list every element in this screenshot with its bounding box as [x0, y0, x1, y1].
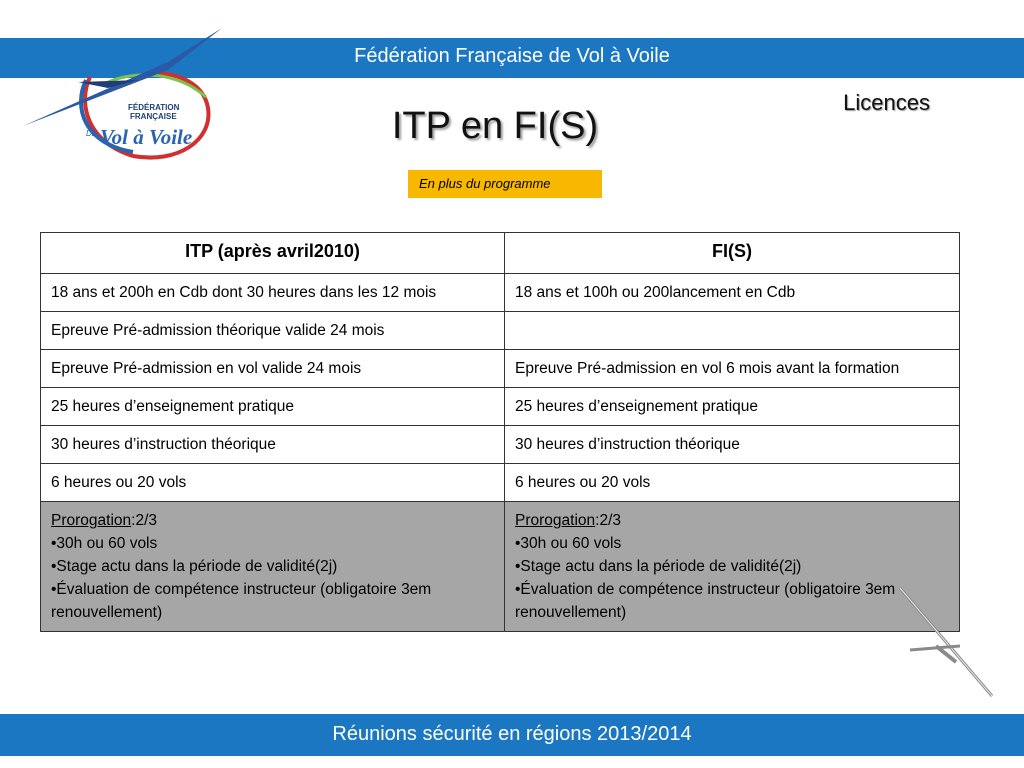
bullet-item: •Évaluation de compétence instructeur (obligatoire 3em renouvellement) — [515, 581, 896, 621]
prorogation-label: Prorogation — [515, 512, 596, 529]
bullet-item: •Stage actu dans la période de validité(2j) — [51, 558, 338, 575]
prorogation-label: Prorogation — [51, 512, 132, 529]
footer-band — [0, 714, 1024, 756]
bullet-item: •30h ou 60 vols — [515, 535, 622, 552]
table-cell: 18 ans et 100h ou 200lancement en Cdb — [505, 274, 960, 312]
table-row — [41, 426, 960, 464]
table-cell: 6 heures ou 20 vols — [505, 464, 960, 502]
comparison-table — [40, 232, 960, 632]
bullet-item: •Stage actu dans la période de validité(2j) — [515, 558, 802, 575]
column-header-itp: ITP (après avril2010) — [41, 233, 505, 274]
bullet-item: •30h ou 60 vols — [51, 535, 158, 552]
logo-line-3: DE — [86, 129, 98, 138]
table-cell: 25 heures d’enseignement pratique — [505, 388, 960, 426]
prorogation-value: :2/3 — [595, 512, 621, 529]
footer-title: Réunions sécurité en régions 2013/2014 — [332, 723, 692, 745]
logo-line-1: FÉDÉRATION — [128, 103, 180, 112]
prorogation-value: :2/3 — [131, 512, 157, 529]
table-cell: Epreuve Pré-admission en vol 6 mois avant la formation — [505, 350, 960, 388]
logo-line-4: Vol à Voile — [100, 125, 193, 149]
table-row — [41, 388, 960, 426]
table-row — [41, 274, 960, 312]
table-cell: 25 heures d’enseignement pratique — [41, 388, 505, 426]
table-row — [41, 350, 960, 388]
bullet-item: •Évaluation de compétence instructeur (obligatoire 3em renouvellement) — [51, 581, 432, 621]
ffvv-logo — [18, 22, 228, 162]
prorogation-cell-itp — [41, 502, 505, 632]
table-row — [41, 312, 960, 350]
table-cell: 6 heures ou 20 vols — [41, 464, 505, 502]
section-label: Licences — [843, 90, 930, 115]
page-title: ITP en FI(S) — [391, 105, 599, 147]
table-cell: 30 heures d’instruction théorique — [505, 426, 960, 464]
logo-line-2: FRANÇAISE — [130, 112, 177, 121]
table-cell: 18 ans et 200h en Cdb dont 30 heures dans les 12 mois — [41, 274, 505, 312]
table-cell: Epreuve Pré-admission théorique valide 24 mois — [41, 312, 505, 350]
table-header-row — [41, 233, 960, 274]
table-cell: Epreuve Pré-admission en vol valide 24 mois — [41, 350, 505, 388]
header-title: Fédération Française de Vol à Voile — [354, 45, 670, 67]
table-cell-empty — [505, 312, 960, 350]
program-tag: En plus du programme — [408, 170, 602, 198]
table-row-prorogation — [41, 502, 960, 632]
table-cell: 30 heures d’instruction théorique — [41, 426, 505, 464]
glider-icon — [880, 580, 1000, 710]
table-row — [41, 464, 960, 502]
column-header-fis: FI(S) — [505, 233, 960, 274]
